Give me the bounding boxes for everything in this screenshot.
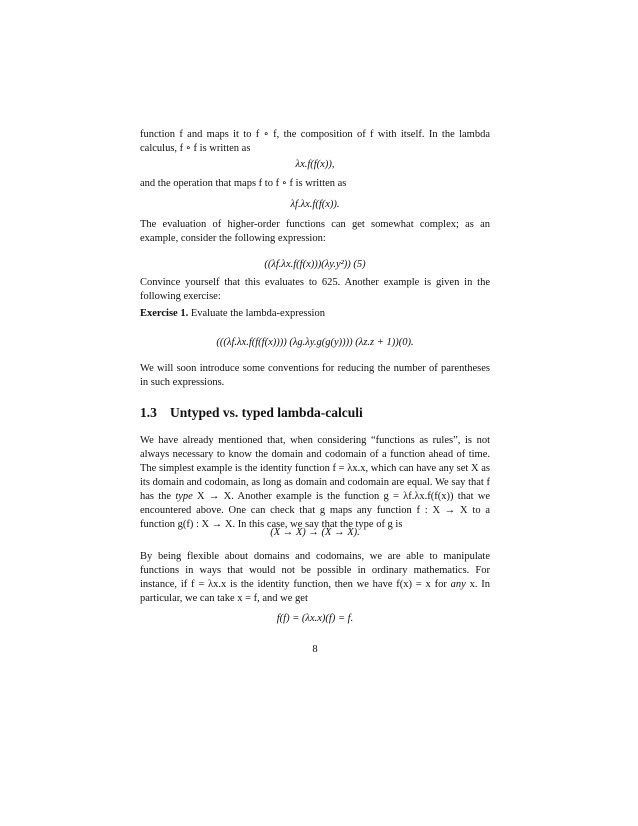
paragraph-flexible-part2: x. In particular, we can take x = f, and we get — [140, 579, 490, 604]
equation-example-625: ((λf.λx.f(f(x)))(λy.y²)) (5) — [264, 259, 366, 270]
paragraph-higher-order: The evaluation of higher-order functions can get somewhat complex; as an example, consider the following expression: — [140, 219, 490, 244]
emphasis-type: type — [175, 491, 193, 502]
paragraph-convince: Convince yourself that this evaluates to 625. Another example is given in the following exercise: — [140, 277, 490, 302]
section-title: Untyped vs. typed lambda-calculi — [170, 405, 363, 420]
paragraph-typed — [140, 434, 490, 532]
exercise-1 — [140, 307, 490, 321]
equation-compose-operator: λf.λx.f(f(x)). — [290, 199, 340, 210]
section-number: 1.3 — [140, 405, 157, 420]
equation-type-of-g: (X → X) → (X → X). — [270, 527, 360, 538]
emphasis-any: any — [450, 579, 466, 590]
exercise-label: Exercise 1. — [140, 308, 189, 319]
paragraph-composition: function f and maps it to f ∘ f, the composition of f with itself. In the lambda calculus, f ∘ f is written as — [140, 129, 490, 154]
paragraph-typed-part1: We have already mentioned that, when considering “functions as rules”, is not always necessary to know the domain and codomain of a function ahead of time. The simplest example is the identity function f = λx.x, which can have any set X as its domain and codomain, as long as domain and codomain are equal. We say that f has the — [140, 435, 490, 502]
equation-compose-f: λx.f(f(x)), — [295, 159, 335, 170]
paragraph-typed-part2: X → X. Another example is the function g = λf.λx.f(f(x)) that we encountered above. One can check that g maps any function f : X → X to a function g(f) : X → X. In this case, we say that the type of g is — [140, 491, 491, 530]
equation-exercise: (((λf.λx.f(f(f(x)))) (λg.λy.g(g(y)))) (λz.z + 1))(0). — [216, 337, 414, 348]
page — [140, 0, 490, 826]
exercise-text: Evaluate the lambda-expression — [190, 308, 325, 319]
section-heading — [140, 406, 490, 420]
paragraph-flexible — [140, 550, 490, 606]
paragraph-conventions: We will soon introduce some conventions for reducing the number of parentheses in such expressions. — [140, 363, 490, 388]
paragraph-operation: and the operation that maps f to f ∘ f is written as — [140, 178, 347, 189]
equation-self-application: f(f) = (λx.x)(f) = f. — [276, 613, 354, 624]
page-number: 8 — [312, 644, 318, 655]
paragraph-flexible-part1: By being flexible about domains and codomains, we are able to manipulate functions in ways that would not be possible in ordinary mathematics. For instance, if f = λx.x is the identity function, then we have f(x) = x for — [140, 551, 490, 590]
